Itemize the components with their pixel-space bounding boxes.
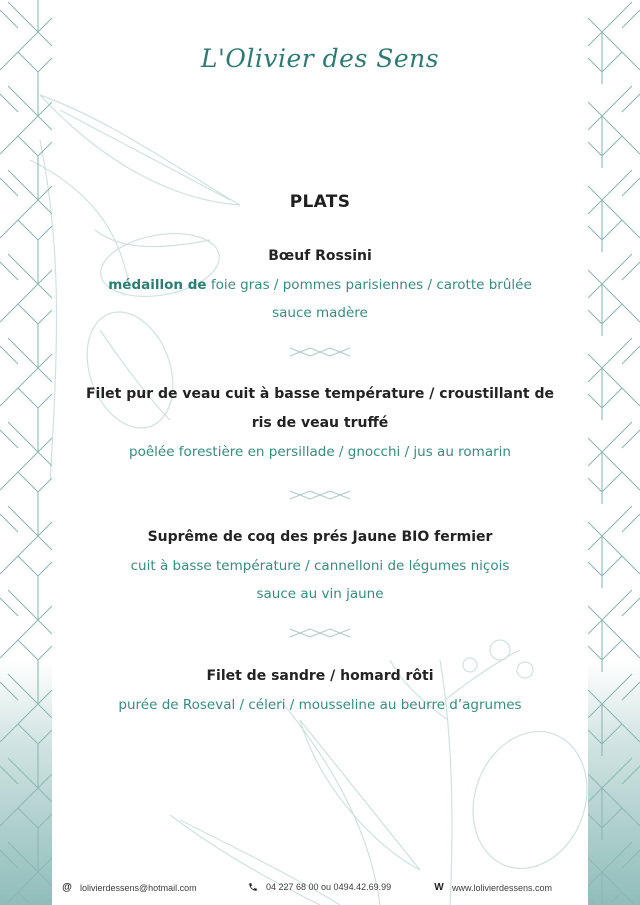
section-title: PLATS (289, 192, 351, 212)
phone-icon (248, 882, 258, 892)
dish-name-line1: Filet pur de veau cuit à basse température / croustillant de (85, 386, 554, 402)
footer-phone (248, 882, 391, 892)
dish-name: Suprême de coq des prés Jaune BIO fermier (147, 529, 493, 545)
dish-name: Bœuf Rossini (268, 248, 372, 264)
footer-email (62, 882, 197, 893)
left-lattice-border (0, 0, 52, 905)
diamond-separator-icon (288, 345, 352, 359)
footer-website (434, 882, 552, 893)
diamond-separator-icon (288, 488, 352, 502)
phone-number[interactable]: 04 227 68 00 ou 0494.42.69.99 (266, 882, 392, 892)
web-icon: W (434, 882, 444, 893)
website-link[interactable]: www.lolivierdessens.com (452, 882, 553, 893)
dish-name-line2: ris de veau truffé (251, 415, 389, 431)
dish-sauce: sauce au vin jaune (256, 586, 384, 602)
dish-name: Filet de sandre / homard rôti (206, 668, 434, 684)
dish-description-rest: foie gras / pommes parisiennes / carotte brûlée (206, 277, 532, 293)
diamond-separator-icon (288, 626, 352, 640)
dish-filet-sandre (52, 662, 588, 719)
lattice-pattern-icon (588, 0, 640, 905)
right-lattice-border (588, 0, 640, 905)
restaurant-logo: L'Olivier des Sens (200, 44, 440, 73)
dish-description (52, 271, 588, 299)
dish-boeuf-rossini (52, 242, 588, 327)
at-sign-icon: @ (62, 882, 72, 893)
lattice-pattern-icon (0, 0, 52, 905)
dish-supreme-coq (52, 523, 588, 608)
dish-sauce: sauce madère (272, 305, 368, 321)
email-link[interactable]: lolivierdessens@hotmail.com (80, 882, 197, 893)
menu-page (52, 0, 588, 905)
dish-description: poêlée forestière en persillade / gnocchi / jus au romarin (129, 444, 511, 460)
dish-description-highlight: médaillon de (108, 277, 207, 293)
dish-filet-veau (52, 380, 588, 466)
dish-description: cuit à basse température / cannelloni de légumes niçois (130, 558, 510, 574)
footer-contact (62, 882, 578, 900)
dish-description: purée de Roseval / céleri / mousseline au beurre d’agrumes (118, 697, 522, 713)
